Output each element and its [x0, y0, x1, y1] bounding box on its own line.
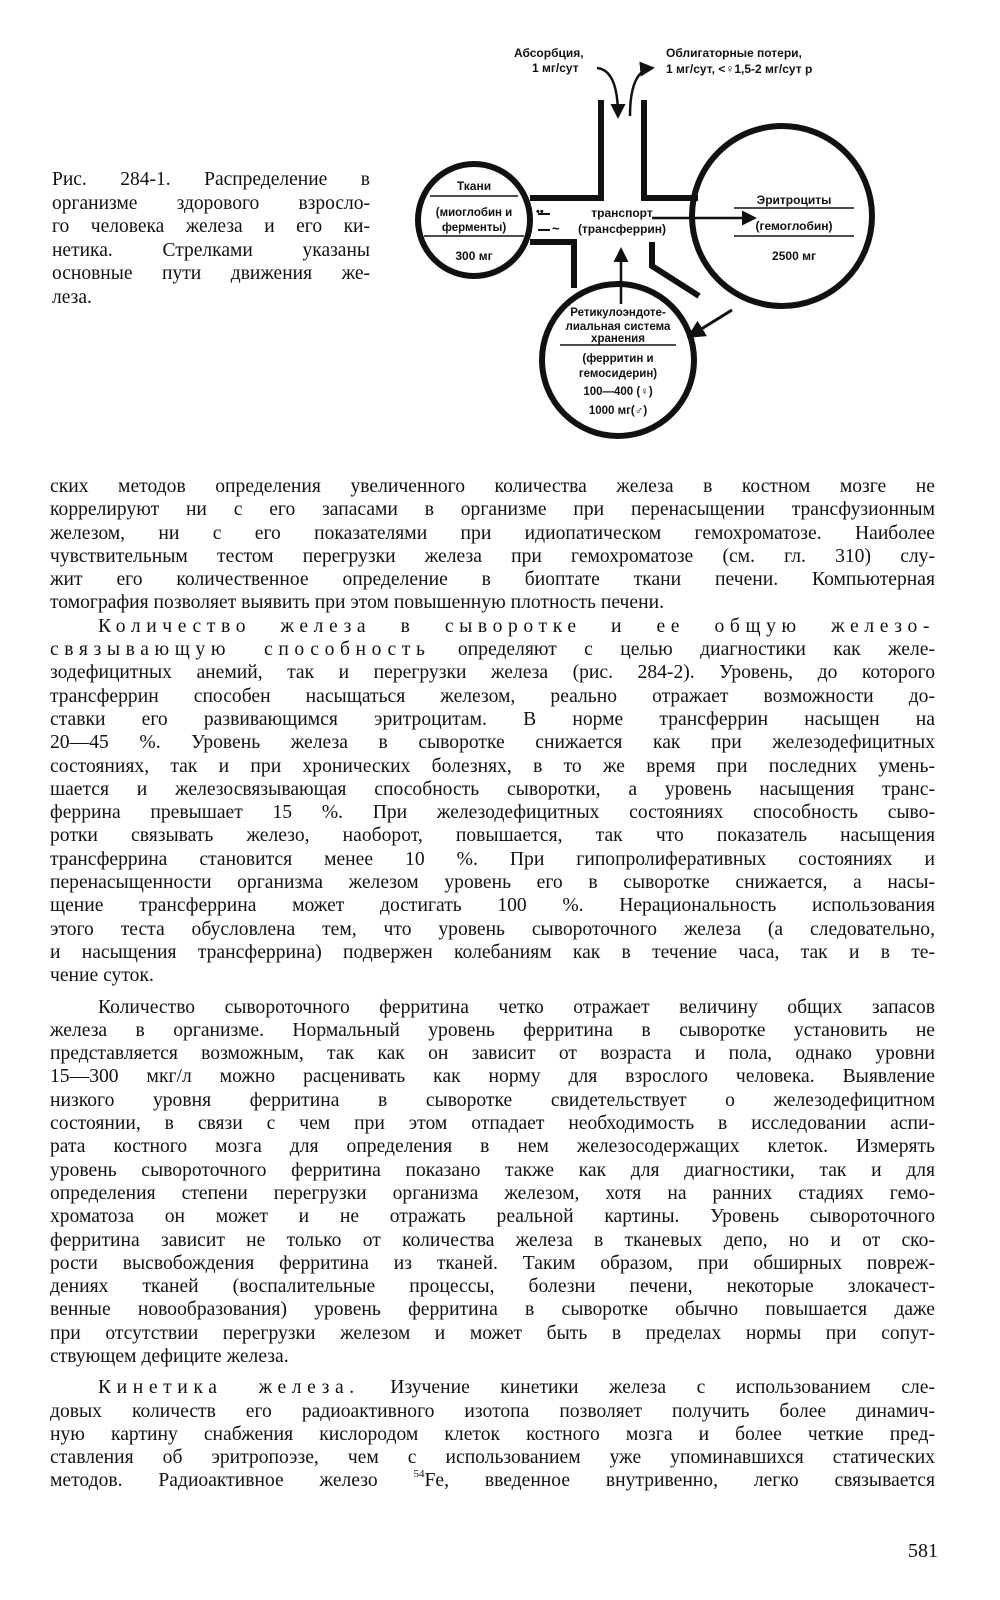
- transport-channel: [530, 242, 574, 288]
- caption-line: Рис. 284-1. Распределение в: [52, 169, 370, 190]
- caption-line: организме здорового взросло-: [52, 192, 370, 214]
- text-line: хроматоза он может и не отражать реальной картины. Уровень сывороточного: [50, 1206, 935, 1228]
- erythrocytes-detail: (гемоглобин): [755, 219, 833, 233]
- res-amount-male: 1000 мг(♂): [588, 405, 648, 417]
- erythrocyte-breakdown-arrow: [690, 310, 732, 336]
- losses-rate-label: 1 мг/сут, <♀1,5-2 мг/сут р: [666, 62, 813, 76]
- text-line: ствующем дефиците железа.: [50, 1345, 289, 1367]
- iron-distribution-diagram: [414, 40, 894, 460]
- text-line: при отсутствии перегрузки железом и может быть в пределах нормы при сопут-: [50, 1322, 935, 1344]
- text-line: чение суток.: [50, 965, 154, 987]
- text-line: 15—300 мкг/л можно расценивать как норму для взрослого человека. Выявление: [50, 1066, 935, 1088]
- text-line: и насыщения трансферрина) подвержен колебаниям как в течение часа, так и в те-: [50, 941, 935, 963]
- text-line: ферритина зависит не только от количества железа в тканевых депо, но и от ско-: [50, 1229, 935, 1251]
- res-detail: (ферритин и: [582, 353, 654, 365]
- transport-channel: [530, 100, 601, 198]
- text-line: томография позволяет выявить при этом повышенную плотность печени.: [50, 592, 664, 614]
- erythrocytes-amount: 2500 мг: [772, 249, 816, 263]
- caption-line: леза.: [52, 286, 92, 308]
- page-number: 581: [908, 1540, 938, 1562]
- text-line: щение трансферрина может достигать 100 %. Нерациональность использования: [50, 895, 935, 917]
- body-text: [50, 475, 935, 1493]
- text-line: [50, 638, 935, 661]
- text-line: определения степени перегрузки организма железом, хотя на ранних стадиях гемо-: [50, 1182, 935, 1204]
- erythrocytes-pool: [692, 126, 872, 306]
- tissue-exchange-mark: ~: [552, 221, 560, 236]
- isotope-superscript: 54: [413, 1468, 425, 1481]
- tissues-detail: (миоглобин и: [435, 207, 513, 219]
- text-line: ских методов определения увеличенного количества железа в костном мозге не: [50, 476, 935, 497]
- section-heading: Количество железа в сыворотке и ее общую железо-: [98, 615, 935, 637]
- text-line: [50, 1376, 935, 1399]
- tissues-amount: 300 мг: [455, 249, 493, 263]
- text-line: трансферрин способен насыщаться железом, реально отражает возможности до-: [50, 685, 935, 707]
- text-line: дениях тканей (воспалительные процессы, болезни печени, некоторые злокачест-: [50, 1276, 935, 1298]
- tissues-title: Ткани: [456, 179, 492, 193]
- text-line: железом, ни с его показателями при идиопатическом гемохроматозе. Наиболее: [50, 522, 935, 544]
- text-line: [50, 1469, 935, 1492]
- absorption-label: Абсорбция,: [514, 46, 584, 60]
- erythrocytes-title: Эритроциты: [756, 193, 832, 207]
- text-line: венные новообразования) уровень ферритина в сыворотке обычно повышается даже: [50, 1299, 935, 1321]
- text-line: трансферрина становится менее 10 %. При гипопролиферативных состояниях и: [50, 848, 935, 870]
- text-line: шается и железосвязывающая способность сыворотки, а уровень насыщения транс-: [50, 778, 935, 800]
- text-line: низкого уровня ферритина в сыворотке свидетельствует о железодефицитном: [50, 1089, 935, 1111]
- section-heading: связывающую способность: [50, 639, 431, 661]
- text-line: перенасыщенности организма железом уровень его в сыворотке снижается, а насы-: [50, 872, 935, 894]
- transport-channel: [644, 100, 698, 198]
- transferrin-label: (трансферрин): [577, 222, 667, 236]
- text-line: ставки его развивающимся эритроцитам. В норме трансферрин насыщен на: [50, 708, 935, 730]
- losses-label: Облигаторные потери,: [666, 46, 802, 60]
- text-line: ставления об эритропоэзе, чем с использованием уже упоминавшихся статических: [50, 1447, 935, 1469]
- text-line: жит его количественное определение в биоптате ткани печени. Компьютерная: [50, 569, 935, 591]
- text-line: ротки связывать железо, наоборот, повышается, так что показатель насыщения: [50, 825, 935, 847]
- text-fragment: определяют с целью диагностики как желе-: [457, 639, 936, 661]
- caption-line: основные пути движения же-: [52, 263, 370, 284]
- text-fragment: Fe, введенное внутривенно, легко связывается: [424, 1470, 935, 1492]
- res-title: хранения: [591, 333, 645, 345]
- figure-caption: [52, 168, 370, 309]
- res-detail: гемосидерин): [578, 368, 658, 380]
- text-fragment: методов. Радиоактивное железо: [50, 1470, 378, 1492]
- text-fragment: Изучение кинетики железа с использованием сле-: [390, 1377, 935, 1399]
- caption-line: нетика. Стрелками указаны: [52, 239, 370, 261]
- text-line: довых количеств его радиоактивного изотопа позволяет получить более динамич-: [50, 1400, 935, 1422]
- absorption-rate-label: 1 мг/сут: [532, 61, 579, 75]
- tissues-detail: ферменты): [441, 222, 507, 234]
- transport-label: транспорт: [591, 206, 653, 220]
- text-line: этого теста обусловлена тем, что уровень сывороточного железа (а следовательно,: [50, 918, 935, 940]
- text-line: Количество сывороточного ферритина четко отражает величину общих запасов: [98, 996, 935, 1018]
- text-line: железа в организме. Нормальный уровень ферритина в сыворотке установить не: [50, 1019, 935, 1041]
- text-line: представляется возможным, так как он зависит от возраста и пола, однако уровни: [50, 1043, 935, 1065]
- res-amount-female: 100—400 (♀): [583, 386, 653, 398]
- section-heading: Кинетика железа.: [98, 1377, 360, 1399]
- caption-line: го человека железа и его ки-: [52, 216, 370, 237]
- text-line: феррина превышает 15 %. При железодефицитных состояниях способность сыво-: [50, 802, 935, 824]
- text-line: состояниях, так и при хронических болезнях, в то же время при последних умень-: [50, 755, 935, 777]
- res-title: Ретикулоэндоте-: [570, 307, 666, 319]
- text-line: зодефицитных анемий, так и перегрузки железа (рис. 284-2). Уровень, до которого: [50, 662, 935, 684]
- transport-channel: [652, 242, 699, 296]
- text-line: коррелируют ни с его запасами в организме при перенасыщении трансфузионным: [50, 499, 935, 521]
- text-line: чувствительным тестом перегрузки железа при гемохроматозе (см. гл. 310) слу-: [50, 545, 935, 567]
- text-line: рости высвобождения ферритина из тканей. Таким образом, при обширных повреж-: [50, 1252, 935, 1274]
- text-line: уровень сывороточного ферритина показано также как для диагностики, так и для: [50, 1159, 935, 1181]
- text-line: рата костного мозга для определения в нем железосодержащих клеток. Измерять: [50, 1136, 935, 1158]
- res-title: лиальная система: [565, 321, 671, 333]
- tissue-exchange-mark: ••: [536, 206, 544, 218]
- text-line: 20—45 %. Уровень железа в сыворотке снижается как при железодефицитных: [50, 732, 935, 754]
- text-line: состоянии, в связи с чем при этом отпадает необходимость в исследовании аспи-: [50, 1113, 935, 1135]
- text-line: ную картину снабжения кислородом клеток костного мозга и более четкие пред-: [50, 1423, 935, 1445]
